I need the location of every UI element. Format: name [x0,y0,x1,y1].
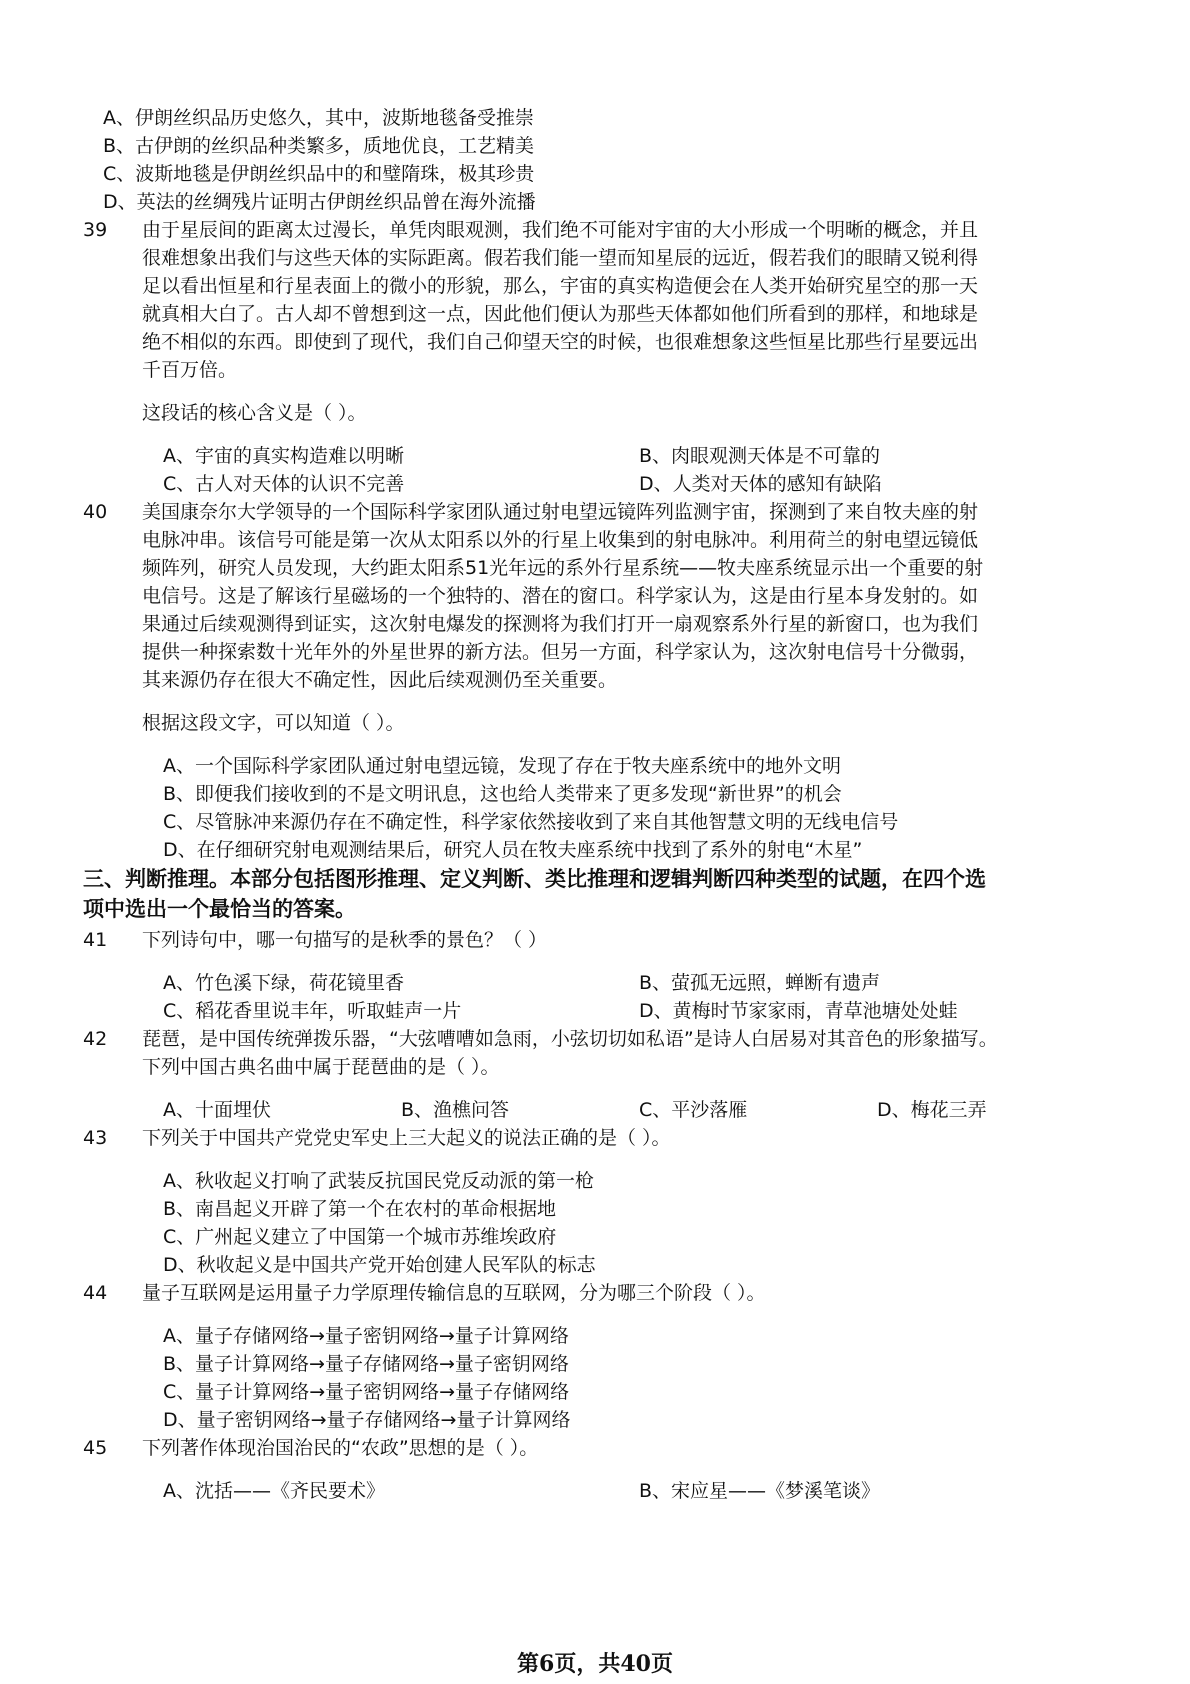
q45-option-b: B、宋应星——《梦溪笔谈》 [639,1480,881,1502]
q42-number: 42 [83,1028,108,1050]
q40-question: 根据这段文字，可以知道（ ）。 [142,712,405,734]
q39-passage-line: 绝不相似的东西。即使到了现代，我们自己仰望天空的时候，也很难想象这些恒星比那些行星要远出 [142,331,979,353]
q45-number: 45 [83,1437,108,1459]
q40-passage-line: 频阵列，研究人员发现，大约距太阳系51光年远的系外行星系统——牧夫座系统显示出一个重要的射 [142,557,984,579]
q39-passage-line: 千百万倍。 [142,359,238,381]
q40-option-b: B、即便我们接收到的不是文明讯息，这也给人类带来了更多发现“新世界”的机会 [163,783,842,805]
q40-passage-line: 其来源仍存在很大不确定性，因此后续观测仍至关重要。 [142,669,618,691]
q43-option-b: B、南昌起义开辟了第一个在农村的革命根据地 [163,1198,557,1220]
q40-passage-line: 美国康奈尔大学领导的一个国际科学家团队通过射电望远镜阵列监测宇宙，探测到了来自牧夫座的射 [142,501,979,523]
q42-question-line: 下列中国古典名曲中属于琵琶曲的是（ ）。 [142,1056,500,1078]
q39-option-b: B、肉眼观测天体是不可靠的 [639,445,881,467]
q42-option-b: B、渔樵问答 [401,1099,510,1121]
page-number-footer: 第6页，共40页 [517,1651,673,1677]
q39-passage-line: 很难想象出我们与这些天体的实际距离。假若我们能一望而知星辰的远近，假若我们的眼睛又锐利得 [142,247,979,269]
q40-passage-line: 电脉冲串。该信号可能是第一次从太阳系以外的行星上收集到的射电脉冲。利用荷兰的射电望远镜低 [142,529,979,551]
q41-option-b: B、萤孤无远照，蝉断有遗声 [639,972,881,994]
q38-option-c: C、波斯地毯是伊朗丝织品中的和璧隋珠，极其珍贵 [103,163,535,185]
q41-question: 下列诗句中，哪一句描写的是秋季的景色？（ ） [142,929,548,951]
q39-passage-line: 就真相大白了。古人却不曾想到这一点，因此他们便认为那些天体都如他们所看到的那样，和地球是 [142,303,979,325]
q44-question: 量子互联网是运用量子力学原理传输信息的互联网，分为哪三个阶段（ ）。 [142,1282,766,1304]
q44-option-a: A、量子存储网络→量子密钥网络→量子计算网络 [163,1325,569,1347]
q41-option-a: A、竹色溪下绿，荷花镜里香 [163,972,404,994]
q39-number: 39 [83,219,108,241]
q41-option-c: C、稻花香里说丰年，听取蛙声一片 [163,1000,462,1022]
q38-option-b: B、古伊朗的丝织品种类繁多，质地优良，工艺精美 [103,135,535,157]
q44-option-d: D、量子密钥网络→量子存储网络→量子计算网络 [163,1409,571,1431]
q43-option-d: D、秋收起义是中国共产党开始创建人民军队的标志 [163,1254,596,1276]
q44-option-c: C、量子计算网络→量子密钥网络→量子存储网络 [163,1381,570,1403]
q41-number: 41 [83,929,108,951]
q43-option-a: A、秋收起义打响了武装反抗国民党反动派的第一枪 [163,1170,594,1192]
q45-option-a: A、沈括——《齐民要术》 [163,1480,385,1502]
section-heading: 项中选出一个最恰当的答案。 [83,897,356,921]
q40-passage-line: 果通过后续观测得到证实，这次射电爆发的探测将为我们打开一扇观察系外行星的新窗口，也为我们 [142,613,979,635]
q43-number: 43 [83,1127,108,1149]
q45-question: 下列著作体现治国治民的“农政”思想的是（ ）。 [142,1437,539,1459]
q42-option-c: C、平沙落雁 [639,1099,748,1121]
q39-option-a: A、宇宙的真实构造难以明晰 [163,445,404,467]
q39-passage-line: 足以看出恒星和行星表面上的微小的形貌，那么，宇宙的真实构造便会在人类开始研究星空的那一天 [142,275,979,297]
q40-option-c: C、尽管脉冲来源仍存在不确定性，科学家依然接收到了来自其他智慧文明的无线电信号 [163,811,899,833]
q40-passage-line: 电信号。这是了解该行星磁场的一个独特的、潜在的窗口。科学家认为，这是由行星本身发射的。如 [142,585,979,607]
q39-question: 这段话的核心含义是（ ）。 [142,402,367,424]
q39-passage-line: 由于星辰间的距离太过漫长，单凭肉眼观测，我们绝不可能对宇宙的大小形成一个明晰的概念，并且 [142,219,979,241]
q42-option-a: A、十面埋伏 [163,1099,271,1121]
q40-option-a: A、一个国际科学家团队通过射电望远镜，发现了存在于牧夫座系统中的地外文明 [163,755,841,777]
q44-option-b: B、量子计算网络→量子存储网络→量子密钥网络 [163,1353,569,1375]
section-heading: 三、判断推理。本部分包括图形推理、定义判断、类比推理和逻辑判断四种类型的试题，在四个选 [83,867,986,891]
q40-passage-line: 提供一种探索数十光年外的外星世界的新方法。但另一方面，科学家认为，这次射电信号十分微弱， [142,641,979,663]
q40-number: 40 [83,501,108,523]
q43-option-c: C、广州起义建立了中国第一个城市苏维埃政府 [163,1226,557,1248]
q39-option-c: C、古人对天体的认识不完善 [163,473,405,495]
q42-option-d: D、梅花三弄 [877,1099,987,1121]
q42-question-line: 琵琶，是中国传统弹拨乐器，“大弦嘈嘈如急雨，小弦切切如私语”是诗人白居易对其音色的形象描写。 [142,1028,998,1050]
q38-option-d: D、英法的丝绸残片证明古伊朗丝织品曾在海外流播 [103,191,536,213]
q40-option-d: D、在仔细研究射电观测结果后，研究人员在牧夫座系统中找到了系外的射电“木星” [163,839,863,861]
q38-option-a: A、伊朗丝织品历史悠久，其中，波斯地毯备受推崇 [103,107,534,129]
q41-option-d: D、黄梅时节家家雨，青草池塘处处蛙 [639,1000,958,1022]
q39-option-d: D、人类对天体的感知有缺陷 [639,473,882,495]
q44-number: 44 [83,1282,108,1304]
q43-question: 下列关于中国共产党党史军史上三大起义的说法正确的是（ ）。 [142,1127,671,1149]
